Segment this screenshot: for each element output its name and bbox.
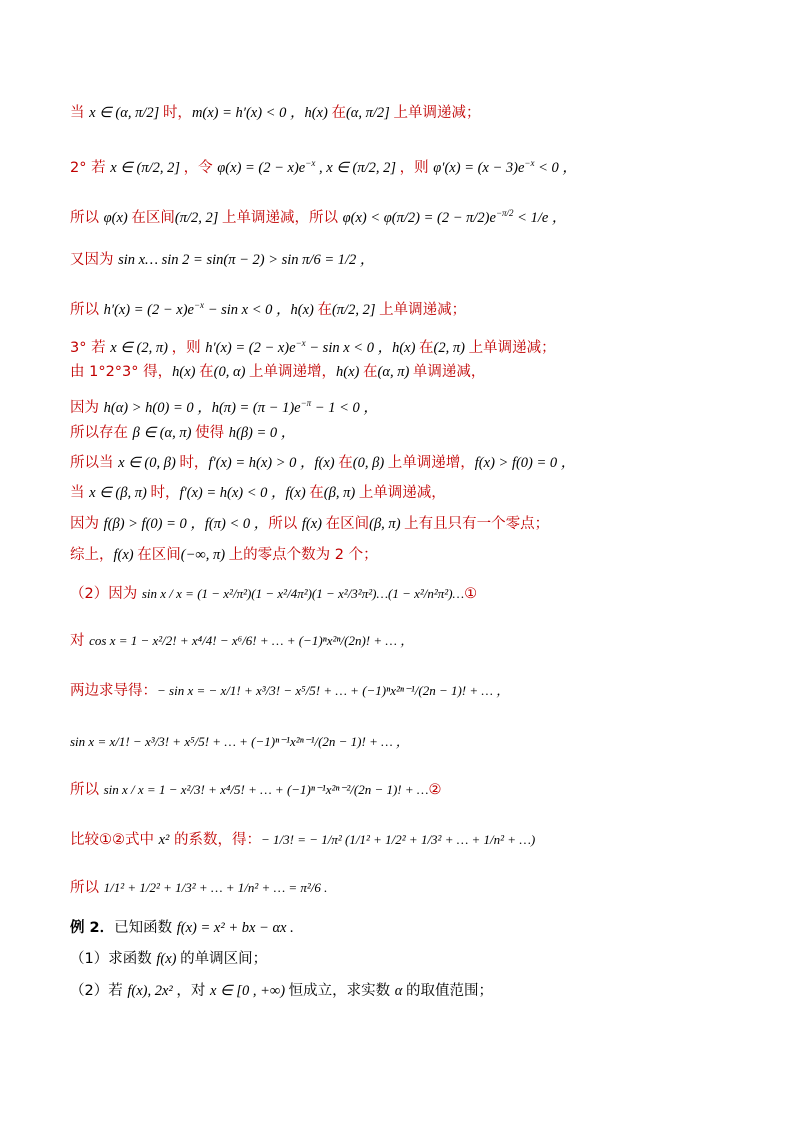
line-16 <box>70 681 509 701</box>
line-12 <box>70 514 549 534</box>
formula: (2, π) <box>433 339 469 356</box>
formula: sin x / x = 1 − x²/3! + x⁴/5! + … + (−1)ⁿ⁻¹x²ⁿ⁻²/(2n − 1)! + … <box>103 782 429 797</box>
circle-marker: ① <box>464 586 478 602</box>
formula: m(x) = h′(x) < 0 ，h(x) <box>191 105 332 121</box>
text: （1）求函数 <box>70 951 157 967</box>
text: 在区间 <box>325 516 370 532</box>
text: 当 <box>70 105 90 121</box>
formula: x ∈ (π/2, 2] <box>110 159 184 176</box>
formula: h′(x) = (2 − x)e <box>103 301 194 318</box>
formula: sin x / x = (1 − x²/π²)(1 − x²/4π²)(1 − x²/3²π²)…(1 − x²/n²π²)… <box>141 586 465 601</box>
text: 在 <box>419 339 434 356</box>
text: 单调递减， <box>412 364 486 380</box>
line-9 <box>70 423 295 443</box>
text: 时， <box>162 105 192 121</box>
line-20 <box>70 878 327 898</box>
text: 所以 <box>70 782 104 798</box>
formula: sin x = x/1! − x³/3! + x⁵/5! + … + (−1)ⁿ⁻¹x²ⁿ⁻¹/(2n − 1)! + … ， <box>70 734 409 749</box>
text: 在区间 <box>131 209 175 226</box>
text: 在 <box>363 364 378 380</box>
formula: h(α) > h(0) = 0 ，h(π) = (π − 1)e <box>103 399 301 416</box>
formula: cos x = 1 − x²/2! + x⁴/4! − x⁶/6! + … + (−1)ⁿx²ⁿ/(2n)! + … ， <box>89 633 414 648</box>
line-2 <box>70 153 577 178</box>
formula: φ(x) <box>103 209 132 226</box>
line-5 <box>70 295 466 320</box>
text: 2° 若 <box>70 159 111 176</box>
superscript: −x <box>193 300 205 310</box>
text: 因为 <box>70 516 104 532</box>
line-21 <box>70 918 294 938</box>
line-17 <box>70 732 409 752</box>
formula: (α, π/2] <box>345 105 394 121</box>
formula: < 1/e ， <box>513 209 567 226</box>
line-19 <box>70 830 535 850</box>
text: 的取值范围； <box>406 983 494 999</box>
text: 比较①②式中 <box>70 832 159 848</box>
line-10 <box>70 453 575 473</box>
superscript: −π/2 <box>495 208 514 218</box>
formula: (π/2, 2] <box>174 209 222 226</box>
text: ，令 <box>183 159 218 176</box>
text: 的系数，得： <box>169 832 262 848</box>
line-6 <box>70 333 556 358</box>
formula: x ∈ (β, π) <box>89 485 151 501</box>
text: 在 <box>309 485 324 501</box>
formula: − 1 < 0 ， <box>311 399 378 416</box>
line-1 <box>70 103 480 123</box>
formula: φ(x) < φ(π/2) = (2 − π/2)e <box>342 209 496 226</box>
line-15 <box>70 631 413 651</box>
text: 在 <box>338 455 353 471</box>
text: ，则 <box>399 159 434 176</box>
formula: 1/1² + 1/2² + 1/3² + … + 1/n² + … = π²/6 . <box>103 880 328 895</box>
line-4 <box>70 250 374 270</box>
text: 因为 <box>70 399 104 416</box>
formula: f(x) <box>113 547 138 563</box>
formula: f(x) > f(0) = 0 ， <box>474 455 576 471</box>
superscript: −x <box>524 158 535 168</box>
line-7 <box>70 362 485 382</box>
formula: (0, β) <box>352 455 388 471</box>
circle-marker: ② <box>428 782 442 798</box>
text: 由 1°2°3° 得， <box>70 364 173 380</box>
text: ，则 <box>171 339 206 356</box>
formula: φ(x) = (2 − x)e <box>217 159 306 176</box>
formula: β ∈ (α, π) <box>132 425 196 441</box>
formula: f(β) > f(0) = 0 ，f(π) < 0 ， <box>103 516 269 532</box>
superscript: −π <box>300 398 312 408</box>
formula: − 1/3! = − 1/π² (1/1² + 1/2² + 1/3² + … + 1/n² + …) <box>261 832 536 847</box>
text: 在 <box>331 105 346 121</box>
formula: f(x) <box>301 516 326 532</box>
line-14 <box>70 584 477 604</box>
text: （2）因为 <box>70 586 142 602</box>
text: 在 <box>199 364 214 380</box>
text: 使得 <box>195 425 229 441</box>
text: 上单调递增， <box>249 364 337 380</box>
formula: (0, α) <box>213 364 250 380</box>
formula: h(x) <box>336 364 363 380</box>
formula: h(x) <box>172 364 200 380</box>
text: 在 <box>317 301 332 318</box>
text: 在区间 <box>137 547 181 563</box>
formula: x ∈ (0, β) <box>118 455 180 471</box>
formula: α <box>394 983 407 999</box>
superscript: −x <box>295 338 306 348</box>
formula: (α, π) <box>377 364 413 380</box>
formula: f′(x) = h(x) < 0 ，f(x) <box>179 485 310 501</box>
formula: − sin x < 0 ，h(x) <box>204 301 318 318</box>
text: （2）若 <box>70 983 128 999</box>
line-22 <box>70 949 267 969</box>
formula: (−∞, π) <box>180 547 229 563</box>
formula: f(x) <box>156 951 181 967</box>
text: 又因为 <box>70 252 119 268</box>
superscript: −x <box>305 158 316 168</box>
text: 所以存在 <box>70 425 133 441</box>
formula: (β, π) <box>369 516 405 532</box>
example-label: 例 2． <box>70 920 115 936</box>
line-11 <box>70 483 446 503</box>
formula: (π/2, 2] <box>331 301 380 318</box>
line-18 <box>70 780 441 800</box>
text: 上单调递减； <box>468 339 556 356</box>
formula: (β, π) <box>323 485 359 501</box>
formula: sin x… sin 2 = sin(π − 2) > sin π/6 = 1/2 ， <box>118 252 375 268</box>
line-3 <box>70 203 566 228</box>
text: 当 <box>70 485 90 501</box>
text: 上单调递增， <box>387 455 475 471</box>
line-8 <box>70 393 378 418</box>
text: 所以当 <box>70 455 119 471</box>
formula: f(x) = x² + bx − αx . <box>176 920 294 936</box>
formula: h′(x) = (2 − x)e <box>205 339 296 356</box>
formula: x ∈ [0 , +∞) <box>209 983 289 999</box>
text: ，对 <box>176 983 210 999</box>
formula: − sin x < 0 ，h(x) <box>305 339 420 356</box>
line-23 <box>70 981 493 1001</box>
text: 恒成立，求实数 <box>288 983 395 999</box>
formula: − sin x = − x/1! + x³/3! − x⁵/5! + … + (−1)ⁿx²ⁿ⁻¹/(2n − 1)! + … ， <box>157 683 510 698</box>
text: 已知函数 <box>114 920 177 936</box>
text: 上单调递减； <box>379 301 467 318</box>
formula: h(β) = 0 ， <box>228 425 296 441</box>
text: 所以 <box>70 209 104 226</box>
text: 3° 若 <box>70 339 111 356</box>
formula: f(x), 2x² <box>127 983 177 999</box>
text: 两边求导得： <box>70 683 157 699</box>
text: 上单调递减， <box>358 485 446 501</box>
text: 上单调递减； <box>393 105 481 121</box>
formula: φ′(x) = (x − 3)e <box>433 159 525 176</box>
text: 所以 <box>70 301 104 318</box>
text: 上的零点个数为 2 个； <box>228 547 378 563</box>
formula: , x ∈ (π/2, 2] <box>315 159 400 176</box>
line-13 <box>70 545 378 565</box>
formula: x ∈ (2, π) <box>110 339 172 356</box>
text: 所以 <box>268 516 302 532</box>
text: 对 <box>70 633 90 649</box>
text: 上有且只有一个零点； <box>404 516 550 532</box>
text: 所以 <box>70 880 104 896</box>
text: 的单调区间； <box>180 951 268 967</box>
text: 时， <box>179 455 209 471</box>
formula: f′(x) = h(x) > 0 ，f(x) <box>208 455 339 471</box>
text: 时， <box>150 485 180 501</box>
text: 上单调递减，所以 <box>222 209 343 226</box>
formula: x ∈ (α, π/2] <box>89 105 163 121</box>
formula: < 0 ， <box>534 159 577 176</box>
formula: x² <box>158 832 170 848</box>
text: 综上， <box>70 547 114 563</box>
